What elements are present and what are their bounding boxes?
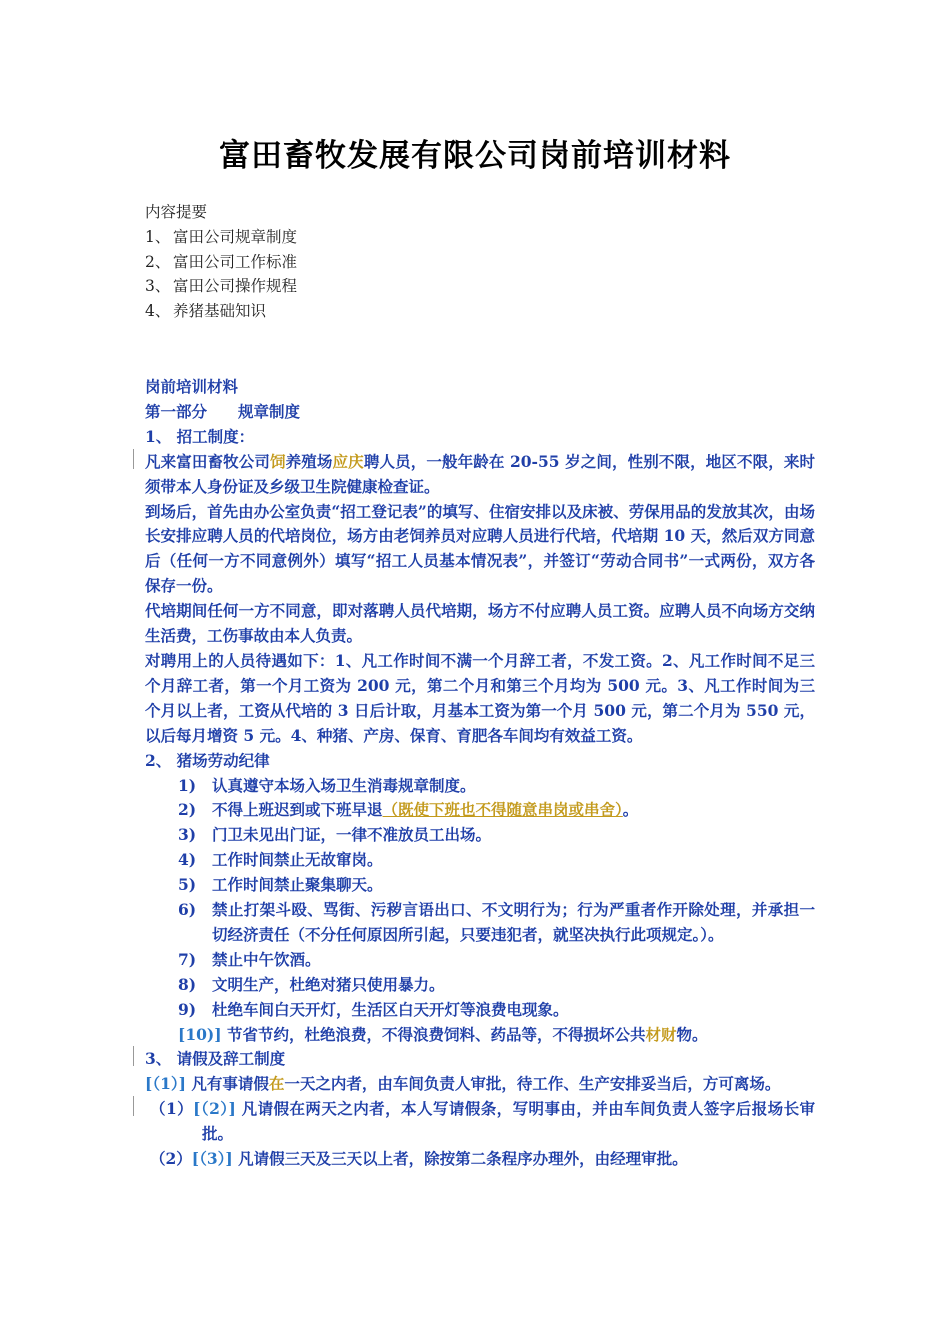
revision-marker: [（1）]	[145, 1074, 186, 1094]
revision-text: 材财	[645, 1024, 677, 1044]
list-item: 8) 文明生产，杜绝对猪只使用暴力。	[178, 974, 445, 994]
change-bar	[133, 449, 134, 469]
revision-text: （既使下班也不得随意串岗或串舍）	[382, 800, 623, 820]
document-title: 富田畜牧发展有限公司岗前培训材料	[219, 138, 731, 174]
part-heading: 第一部分 规章制度	[145, 401, 301, 421]
change-bar	[133, 1046, 134, 1066]
list-item: 7) 禁止中午饮酒。	[178, 949, 321, 969]
revision-marker: [（3）]	[191, 1149, 233, 1169]
revision-text: 饲	[270, 451, 286, 471]
change-bar	[133, 1096, 134, 1116]
document-body	[145, 375, 815, 1172]
toc-item: 2、 富田公司工作标准	[145, 252, 298, 271]
subsection-heading: 1、 招工制度：	[145, 426, 255, 446]
list-item: 6) 禁止打架斗殴、骂街、污秽言语出口、不文明行为；行为严重者作开除处理，并承担一切经济责任（不分任何原因所引起，只要违犯者，就坚决执行此项规定。）。	[178, 900, 815, 944]
list-item: 5) 工作时间禁止聚集聊天。	[178, 875, 383, 895]
section-heading: 岗前培训材料	[145, 377, 239, 396]
list-item: [10)] 节省节约，杜绝浪费，不得浪费饲料、药品等，不得损坏公共材财物。	[178, 1024, 708, 1044]
subsection-heading: 2、 猪场劳动纪律	[145, 750, 270, 770]
list-item: 4) 工作时间禁止无故窜岗。	[178, 850, 383, 870]
list-item: 3) 门卫未见出门证，一律不准放员工出场。	[178, 825, 492, 845]
toc-item: 4、 养猪基础知识	[145, 302, 267, 321]
toc-heading: 内容提要	[145, 203, 208, 221]
revision-marker: [（2）]	[193, 1099, 236, 1119]
paragraph: 代培期间任何一方不同意，即对落聘人员代培期，场方不付应聘人员工资。应聘人员不向场方交纳生活费，工伤事故由本人负责。	[145, 601, 815, 646]
list-item: 2) 不得上班迟到或下班早退（既使下班也不得随意串岗或串舍）。	[178, 800, 639, 820]
revision-marker: [10)]	[178, 1024, 222, 1044]
paragraph: 凡来富田畜牧公司饲养殖场应庆聘人员，一般年龄在 20-55 岁之间，性别不限，地区不限，来时须带本人身份证及乡级卫生院健康检查证。	[145, 451, 815, 496]
subsection-heading: 3、 请假及辞工制度	[145, 1049, 286, 1069]
list-item: 1) 认真遵守本场入场卫生消毒规章制度。	[178, 775, 476, 795]
list-item: 9) 杜绝车间白天开灯，生活区白天开灯等浪费电现象。	[178, 999, 569, 1019]
toc-item: 3、 富田公司操作规程	[145, 277, 298, 296]
list-item: （1）[（2）] 凡请假在两天之内者，本人写请假条，写明事由，并由车间负责人签字后报场长审批。	[150, 1099, 816, 1144]
list-item: [（1）] 凡有事请假在一天之内者，由车间负责人审批，待工作、生产安排妥当后，方可离场。	[145, 1074, 781, 1094]
revision-text: 应庆	[332, 451, 364, 471]
list-item: （2）[（3）] 凡请假三天及三天以上者，除按第二条程序办理外，由经理审批。	[150, 1149, 688, 1169]
table-of-contents	[145, 200, 297, 324]
paragraph: 对聘用上的人员待遇如下：1、凡工作时间不满一个月辞工者，不发工资。2、凡工作时间不足三个月辞工者，第一个月工资为 200 元，第二个月和第三个月均为 500 元。3、凡工作时间为三个月以上者，工资从代培的 3 日后计取，月基本工资为第一个月 500 元，第二个月为 550 元，以后每月增资 5 元。4、种猪、产房、保育、育肥各车间均有效益工资。	[145, 650, 815, 745]
paragraph: 到场后，首先由办公室负责“招工登记表”的填写、住宿安排以及床被、劳保用品的发放其次，由场长安排应聘人员的代培岗位，场方由老饲养员对应聘人员进行代培，代培期 10 天，然后双方同意后（任何一方不同意例外）填写“招工人员基本情况表”，并签订“劳动合同书”一式两份，双方各保存一份。	[145, 501, 815, 596]
toc-item: 1、 富田公司规章制度	[145, 227, 298, 246]
revision-text: 在	[268, 1074, 285, 1094]
